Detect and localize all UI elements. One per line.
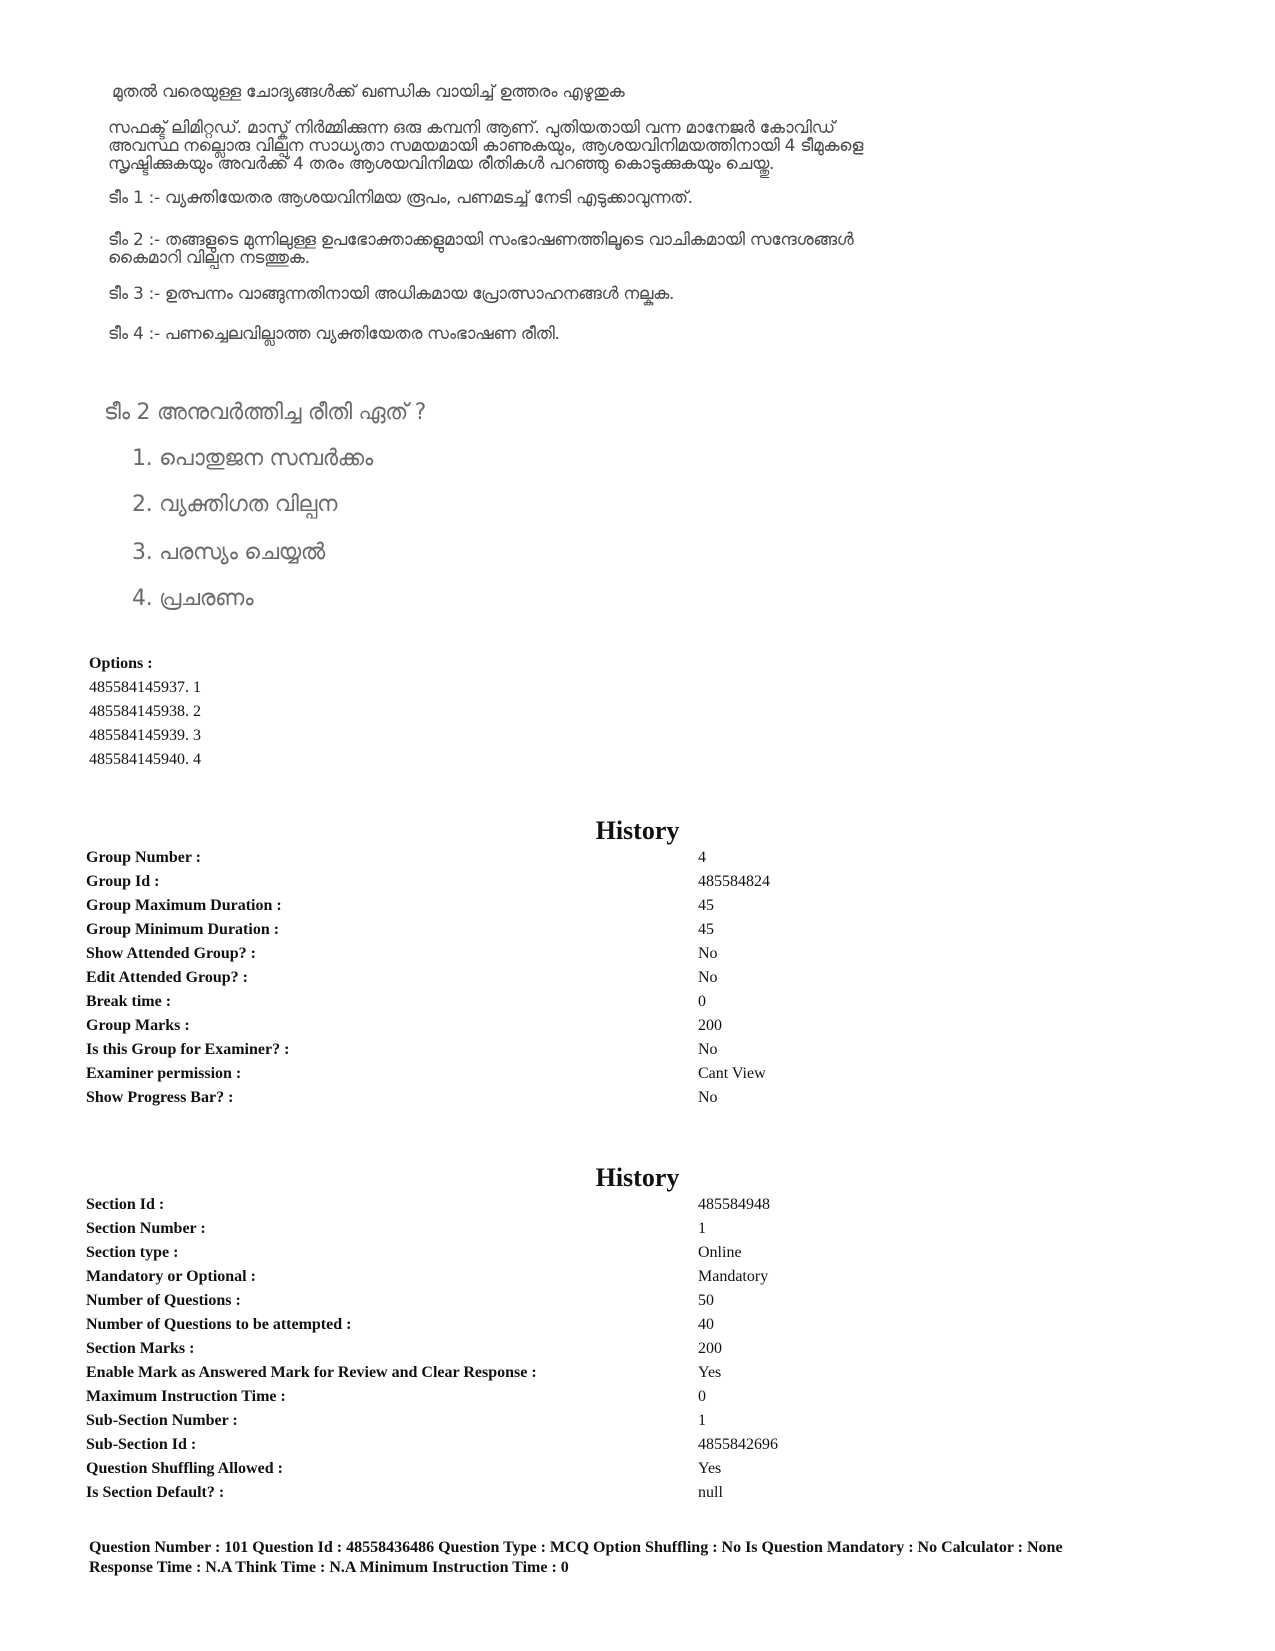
row-key: Group Minimum Duration : bbox=[86, 921, 280, 938]
option-item: 485584145939. 3 bbox=[89, 727, 201, 744]
row-value: No bbox=[698, 969, 718, 986]
row-key: Sub-Section Number : bbox=[86, 1412, 238, 1429]
row-key: Edit Attended Group? : bbox=[86, 969, 248, 986]
row-key: Is Section Default? : bbox=[86, 1484, 225, 1501]
row-key: Question Shuffling Allowed : bbox=[86, 1460, 283, 1477]
choice-item: 2. വ്യക്തിഗത വില്പന bbox=[132, 492, 338, 517]
row-value: Yes bbox=[698, 1364, 722, 1381]
passage-line: സൃഷ്ടിക്കുകയും അവർക്ക് 4 തരം ആശയവിനിമയ രീതികൾ പറഞ്ഞു കൊടുക്കുകയും ചെയ്തു. bbox=[108, 154, 775, 174]
row-value: 0 bbox=[698, 1388, 706, 1405]
row-value: No bbox=[698, 945, 718, 962]
row-value: Yes bbox=[698, 1460, 722, 1477]
row-key: Show Progress Bar? : bbox=[86, 1089, 234, 1106]
row-key: Section Marks : bbox=[86, 1340, 195, 1357]
row-value: 45 bbox=[698, 897, 714, 914]
team-line: ടീം 2 :- തങ്ങളുടെ മുന്നിലുള്ള ഉപഭോക്താക്കളുമായി സംഭാഷണത്തിലൂടെ വാചികമായി സന്ദേശങ്ങൾ bbox=[108, 230, 854, 250]
row-key: Show Attended Group? : bbox=[86, 945, 256, 962]
row-key: Maximum Instruction Time : bbox=[86, 1388, 286, 1405]
question-meta bbox=[89, 1538, 1209, 1578]
row-value: Mandatory bbox=[698, 1268, 769, 1285]
question-meta-line: Response Time : N.A Think Time : N.A Minimum Instruction Time : 0 bbox=[89, 1559, 569, 1576]
row-value: 45 bbox=[698, 921, 714, 938]
choice-item: 1. പൊതുജന സമ്പർക്കം bbox=[132, 446, 373, 471]
choice-item: 3. പരസ്യം ചെയ്യൽ bbox=[132, 540, 325, 565]
row-value: 0 bbox=[698, 993, 706, 1010]
row-value: 200 bbox=[698, 1017, 722, 1034]
row-value: 40 bbox=[698, 1316, 714, 1333]
row-key: Group Id : bbox=[86, 873, 160, 890]
choice-item: 4. പ്രചരണം bbox=[132, 586, 254, 611]
row-key: Section Id : bbox=[86, 1196, 165, 1213]
row-value: null bbox=[698, 1484, 723, 1501]
row-key: Section type : bbox=[86, 1244, 179, 1261]
row-value: 1 bbox=[698, 1220, 706, 1237]
row-value: 1 bbox=[698, 1412, 706, 1429]
row-key: Examiner permission : bbox=[86, 1065, 242, 1082]
passage-line: അവസ്ഥ നല്ലൊരു വില്പന സാധ്യതാ സമയമായി കാണുകയും, ആശയവിനിമയത്തിനായി 4 ടീമുകളെ bbox=[108, 136, 864, 156]
row-value: 485584948 bbox=[698, 1196, 770, 1213]
question-text: ടീം 2 അനുവർത്തിച്ച രീതി ഏത് ? bbox=[104, 400, 427, 425]
row-key: Group Maximum Duration : bbox=[86, 897, 282, 914]
option-item: 485584145940. 4 bbox=[89, 751, 201, 768]
row-value: 4855842696 bbox=[698, 1436, 778, 1453]
group-title: History bbox=[595, 816, 680, 845]
row-value: 50 bbox=[698, 1292, 714, 1309]
row-key: Mandatory or Optional : bbox=[86, 1268, 256, 1285]
row-value: Online bbox=[698, 1244, 742, 1261]
row-value: Cant View bbox=[698, 1065, 766, 1082]
passage-line: സഫക്ട് ലിമിറ്റഡ്. മാസ്ക് നിർമ്മിക്കുന്ന ഒരു കമ്പനി ആണ്. പുതിയതായി വന്ന മാനേജർ കോവിഡ് bbox=[108, 118, 835, 138]
option-item: 485584145938. 2 bbox=[89, 703, 201, 720]
options-title: Options : bbox=[89, 655, 153, 672]
team-line: കൈമാറി വില്പന നടത്തുക. bbox=[108, 248, 310, 268]
row-key: Number of Questions to be attempted : bbox=[86, 1316, 352, 1333]
row-key: Group Number : bbox=[86, 849, 201, 866]
row-key: Sub-Section Id : bbox=[86, 1436, 197, 1453]
team-line: ടീം 3 :- ഉത്പന്നം വാങ്ങുന്നതിനായി അധികമായ പ്രോത്സാഹനങ്ങൾ നല്കുക. bbox=[108, 284, 675, 304]
row-value: 4 bbox=[698, 849, 706, 866]
section-title: History bbox=[595, 1163, 680, 1192]
team-line: ടീം 4 :- പണച്ചെലവില്ലാത്ത വ്യക്തിയേതര സംഭാഷണ രീതി. bbox=[108, 324, 560, 344]
instruction-line: മുതൽ വരെയുള്ള ചോദ്യങ്ങൾക്ക് ഖണ്ഡിക വായിച്ച് ഉത്തരം എഴുതുക bbox=[112, 82, 625, 102]
question-meta-line: Question Number : 101 Question Id : 48558436486 Question Type : MCQ Option Shuffling : No Is Question Mandatory : No Calculator : None bbox=[89, 1539, 1063, 1556]
row-value: 200 bbox=[698, 1340, 722, 1357]
row-key: Enable Mark as Answered Mark for Review and Clear Response : bbox=[86, 1364, 537, 1381]
row-key: Is this Group for Examiner? : bbox=[86, 1041, 290, 1058]
options-block bbox=[89, 652, 201, 772]
row-key: Section Number : bbox=[86, 1220, 206, 1237]
row-value: No bbox=[698, 1041, 718, 1058]
row-key: Group Marks : bbox=[86, 1017, 190, 1034]
team-line: ടീം 1 :- വ്യക്തിയേതര ആശയവിനിമയ രൂപം, പണമടച്ച് നേടി എടുക്കാവുന്നത്. bbox=[108, 188, 693, 208]
row-value: No bbox=[698, 1089, 718, 1106]
row-key: Number of Questions : bbox=[86, 1292, 241, 1309]
option-item: 485584145937. 1 bbox=[89, 679, 201, 696]
row-key: Break time : bbox=[86, 993, 172, 1010]
row-value: 485584824 bbox=[698, 873, 770, 890]
question-image bbox=[96, 70, 1016, 630]
